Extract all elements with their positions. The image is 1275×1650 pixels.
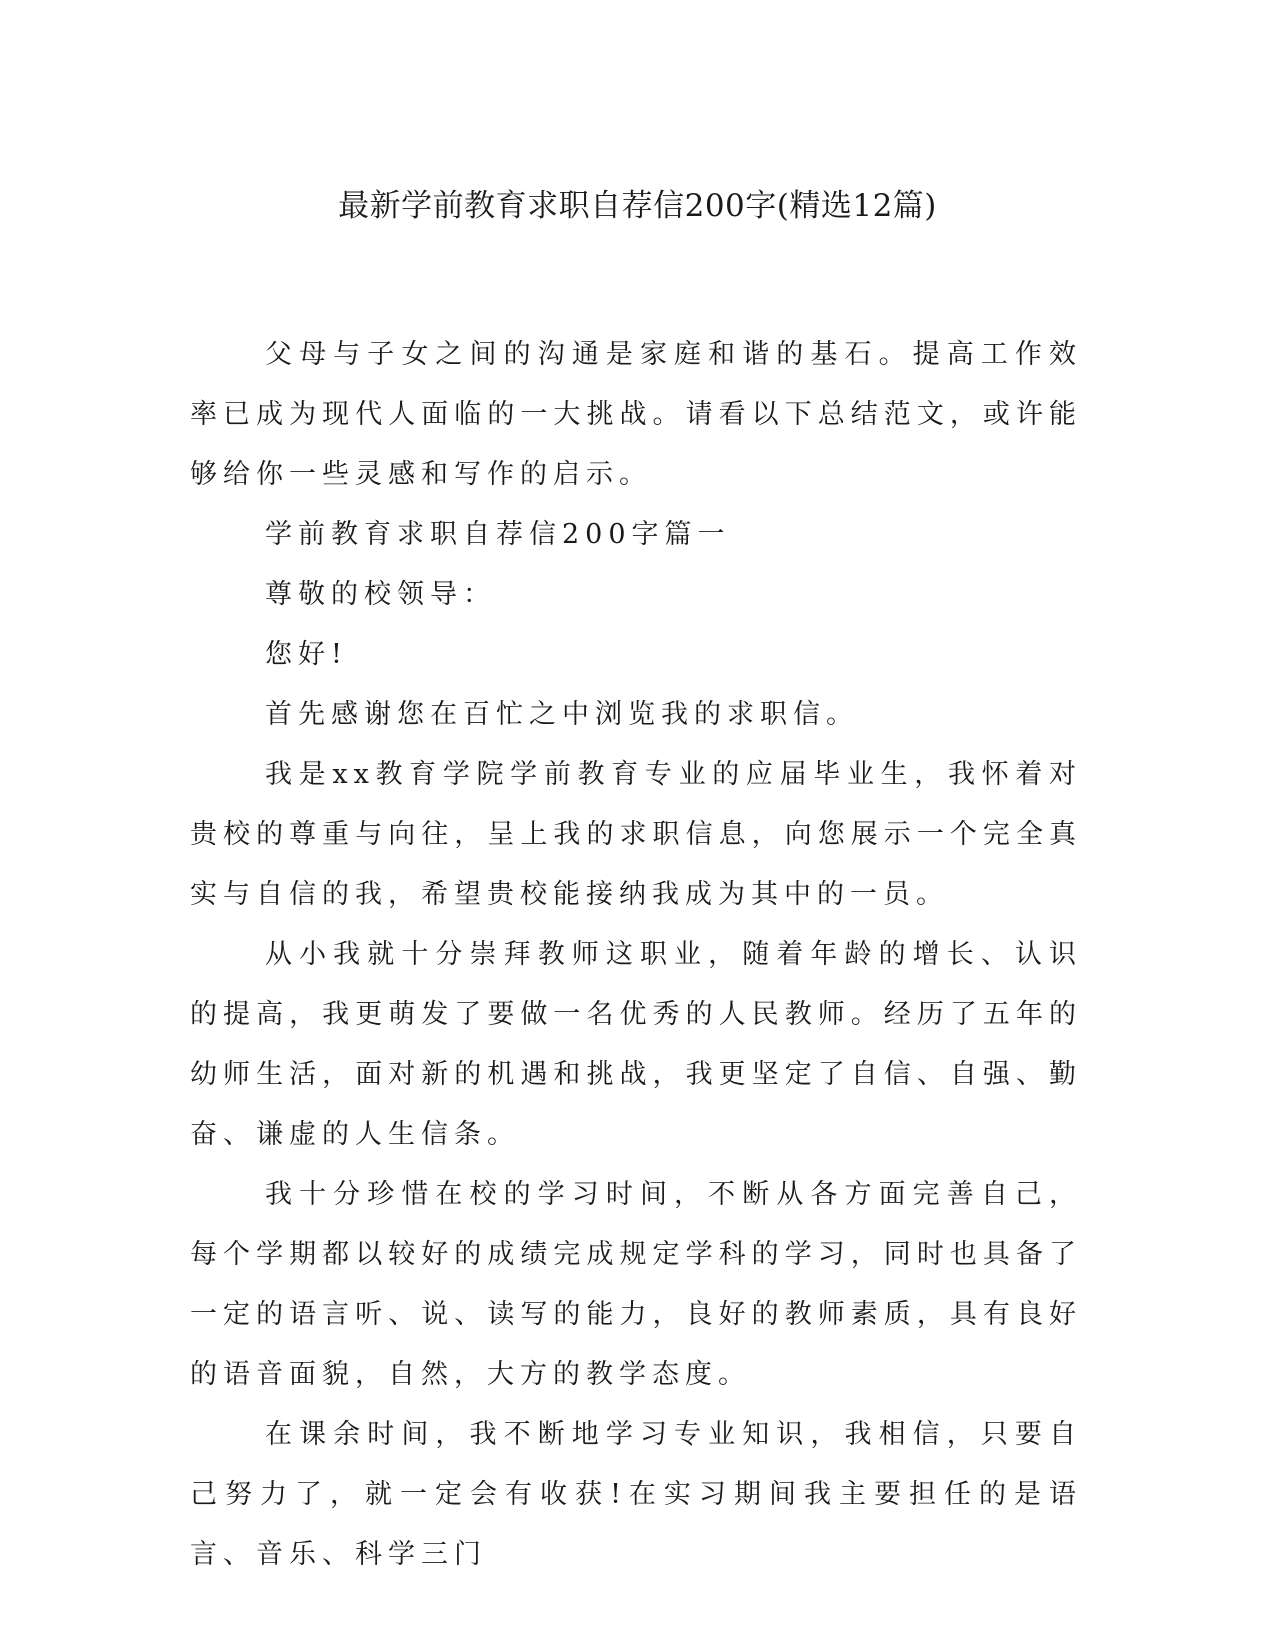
paragraph-intro: 父母与子女之间的沟通是家庭和谐的基石。提高工作效率已成为现代人面临的一大挑战。请看以下总结范文，或许能够给你一些灵感和写作的启示。 <box>190 339 1082 490</box>
salutation: 尊敬的校领导： <box>265 579 496 610</box>
paragraph: 首先感谢您在百忙之中浏览我的求职信。 <box>265 699 859 730</box>
document-body <box>190 325 1082 1585</box>
document-title: 最新学前教育求职自荐信200字(精选12篇) <box>338 188 937 224</box>
paragraph: 在课余时间，我不断地学习专业知识，我相信，只要自己努力了，就一定会有收获!在实习期间我主要担任的是语言、音乐、科学三门 <box>190 1419 1082 1570</box>
greeting: 您好! <box>265 639 348 670</box>
paragraph: 我是xx教育学院学前教育专业的应届毕业生，我怀着对贵校的尊重与向往，呈上我的求职信息，向您展示一个完全真实与自信的我，希望贵校能接纳我成为其中的一员。 <box>190 759 1082 910</box>
section-heading: 学前教育求职自荐信200字篇一 <box>265 519 731 550</box>
paragraph: 从小我就十分崇拜教师这职业，随着年龄的增长、认识的提高，我更萌发了要做一名优秀的人民教师。经历了五年的幼师生活，面对新的机遇和挑战，我更坚定了自信、自强、勤奋、谦虚的人生信条。 <box>190 939 1082 1150</box>
paragraph: 我十分珍惜在校的学习时间，不断从各方面完善自己，每个学期都以较好的成绩完成规定学科的学习，同时也具备了一定的语言听、说、读写的能力，良好的教师素质，具有良好的语音面貌，自然，大方的教学态度。 <box>190 1179 1082 1390</box>
